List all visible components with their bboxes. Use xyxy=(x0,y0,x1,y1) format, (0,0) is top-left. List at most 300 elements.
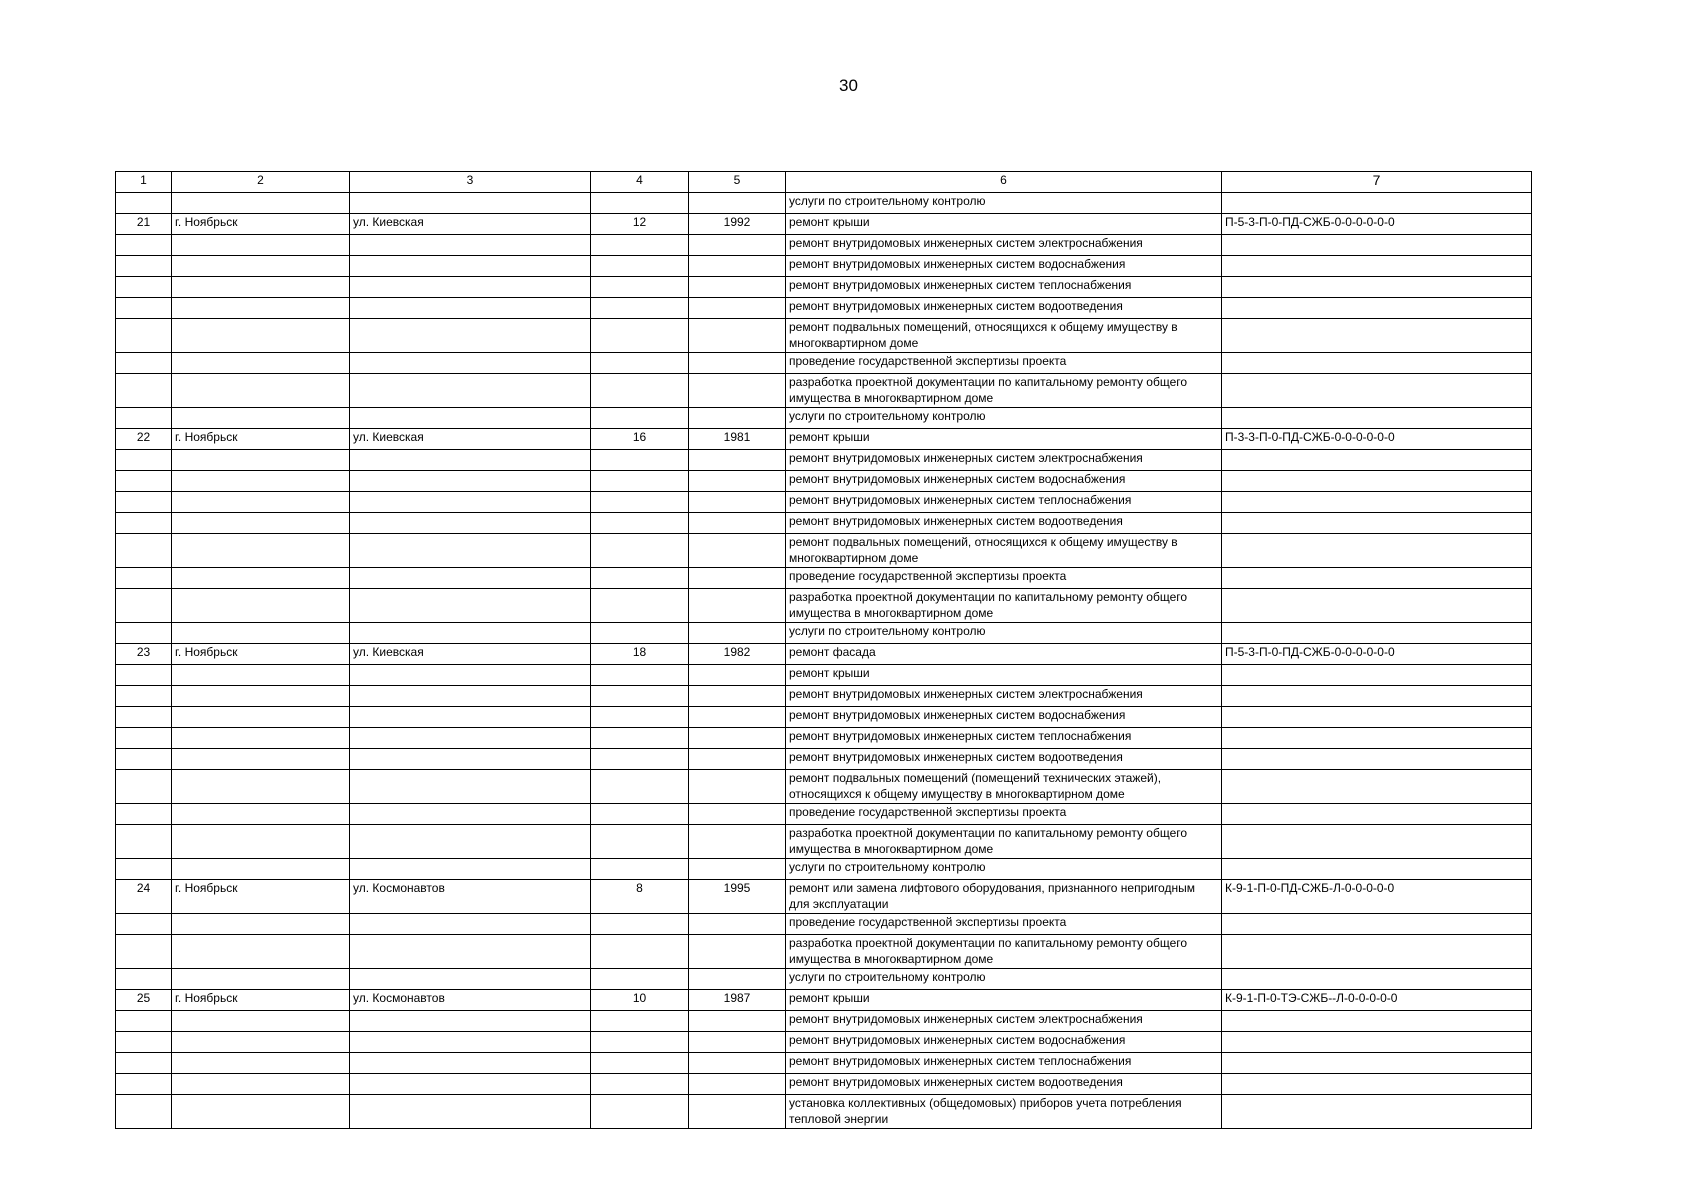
house-number-cell xyxy=(591,471,689,492)
table-row xyxy=(116,589,1532,623)
house-number-cell xyxy=(591,319,689,353)
house-number-cell: 16 xyxy=(591,429,689,450)
row-number-cell xyxy=(116,859,172,880)
house-number-cell xyxy=(591,568,689,589)
house-number-cell xyxy=(591,589,689,623)
table-row xyxy=(116,450,1532,471)
header-cell: 5 xyxy=(689,172,786,193)
city-cell xyxy=(172,353,350,374)
city-cell xyxy=(172,728,350,749)
year-cell xyxy=(689,1011,786,1032)
code-cell xyxy=(1222,568,1532,589)
street-cell xyxy=(350,319,591,353)
year-cell xyxy=(689,319,786,353)
code-cell xyxy=(1222,492,1532,513)
city-cell xyxy=(172,471,350,492)
work-type-cell: услуги по строительному контролю xyxy=(786,193,1222,214)
table-row xyxy=(116,1074,1532,1095)
code-cell xyxy=(1222,749,1532,770)
year-cell xyxy=(689,749,786,770)
code-cell xyxy=(1222,686,1532,707)
capital-repair-table xyxy=(115,171,1532,1129)
year-cell xyxy=(689,568,786,589)
city-cell xyxy=(172,1095,350,1129)
work-type-cell: ремонт крыши xyxy=(786,429,1222,450)
city-cell xyxy=(172,1053,350,1074)
year-cell xyxy=(689,374,786,408)
city-cell xyxy=(172,277,350,298)
city-cell xyxy=(172,707,350,728)
code-cell xyxy=(1222,298,1532,319)
row-number-cell xyxy=(116,408,172,429)
city-cell xyxy=(172,450,350,471)
year-cell xyxy=(689,770,786,804)
street-cell xyxy=(350,1095,591,1129)
house-number-cell xyxy=(591,374,689,408)
table-row xyxy=(116,665,1532,686)
code-cell xyxy=(1222,235,1532,256)
year-cell xyxy=(689,408,786,429)
table-row xyxy=(116,319,1532,353)
header-cell: 1 xyxy=(116,172,172,193)
year-cell xyxy=(689,825,786,859)
city-cell xyxy=(172,374,350,408)
year-cell xyxy=(689,859,786,880)
city-cell xyxy=(172,408,350,429)
house-number-cell xyxy=(591,235,689,256)
header-cell: 7 xyxy=(1222,172,1532,193)
year-cell xyxy=(689,353,786,374)
row-number-cell xyxy=(116,935,172,969)
row-number-cell xyxy=(116,1053,172,1074)
work-type-cell: ремонт подвальных помещений (помещений технических этажей), относящихся к общему имуществу в многоквартирном доме xyxy=(786,770,1222,804)
house-number-cell xyxy=(591,914,689,935)
code-cell: К-9-1-П-0-ПД-СЖБ-Л-0-0-0-0-0 xyxy=(1222,880,1532,914)
street-cell: ул. Киевская xyxy=(350,214,591,235)
city-cell: г. Ноябрьск xyxy=(172,880,350,914)
code-cell xyxy=(1222,471,1532,492)
city-cell xyxy=(172,914,350,935)
row-number-cell xyxy=(116,686,172,707)
header-cell: 2 xyxy=(172,172,350,193)
work-type-cell: ремонт внутридомовых инженерных систем водоснабжения xyxy=(786,256,1222,277)
row-number-cell xyxy=(116,623,172,644)
table-row xyxy=(116,969,1532,990)
work-type-cell: ремонт внутридомовых инженерных систем теплоснабжения xyxy=(786,728,1222,749)
work-type-cell: ремонт внутридомовых инженерных систем водоотведения xyxy=(786,1074,1222,1095)
street-cell xyxy=(350,623,591,644)
street-cell xyxy=(350,665,591,686)
table-row xyxy=(116,513,1532,534)
year-cell xyxy=(689,1032,786,1053)
code-cell xyxy=(1222,914,1532,935)
work-type-cell: проведение государственной экспертизы проекта xyxy=(786,914,1222,935)
year-cell xyxy=(689,623,786,644)
street-cell xyxy=(350,298,591,319)
street-cell xyxy=(350,589,591,623)
work-type-cell: услуги по строительному контролю xyxy=(786,408,1222,429)
city-cell xyxy=(172,969,350,990)
table-row xyxy=(116,277,1532,298)
street-cell xyxy=(350,277,591,298)
work-type-cell: ремонт подвальных помещений, относящихся к общему имуществу в многоквартирном доме xyxy=(786,534,1222,568)
code-cell xyxy=(1222,513,1532,534)
code-cell xyxy=(1222,859,1532,880)
house-number-cell xyxy=(591,534,689,568)
street-cell xyxy=(350,1032,591,1053)
code-cell xyxy=(1222,256,1532,277)
street-cell xyxy=(350,408,591,429)
work-type-cell: разработка проектной документации по капитальному ремонту общего имущества в многоквартирном доме xyxy=(786,825,1222,859)
street-cell xyxy=(350,193,591,214)
row-number-cell xyxy=(116,1011,172,1032)
house-number-cell xyxy=(591,193,689,214)
year-cell xyxy=(689,277,786,298)
city-cell xyxy=(172,665,350,686)
row-number-cell xyxy=(116,277,172,298)
city-cell xyxy=(172,749,350,770)
year-cell xyxy=(689,914,786,935)
code-cell xyxy=(1222,450,1532,471)
row-number-cell xyxy=(116,825,172,859)
year-cell xyxy=(689,256,786,277)
row-number-cell: 24 xyxy=(116,880,172,914)
year-cell xyxy=(689,1053,786,1074)
row-number-cell: 21 xyxy=(116,214,172,235)
city-cell: г. Ноябрьск xyxy=(172,990,350,1011)
header-cell: 3 xyxy=(350,172,591,193)
row-number-cell xyxy=(116,707,172,728)
house-number-cell: 8 xyxy=(591,880,689,914)
row-number-cell xyxy=(116,353,172,374)
year-cell: 1987 xyxy=(689,990,786,1011)
street-cell xyxy=(350,749,591,770)
year-cell xyxy=(689,450,786,471)
work-type-cell: ремонт внутридомовых инженерных систем водоснабжения xyxy=(786,471,1222,492)
row-number-cell xyxy=(116,471,172,492)
street-cell xyxy=(350,513,591,534)
table-row xyxy=(116,568,1532,589)
code-cell xyxy=(1222,1095,1532,1129)
city-cell xyxy=(172,319,350,353)
house-number-cell: 18 xyxy=(591,644,689,665)
row-number-cell xyxy=(116,1032,172,1053)
row-number-cell xyxy=(116,770,172,804)
street-cell xyxy=(350,471,591,492)
code-cell xyxy=(1222,1074,1532,1095)
code-cell xyxy=(1222,1032,1532,1053)
work-type-cell: ремонт внутридомовых инженерных систем электроснабжения xyxy=(786,235,1222,256)
year-cell: 1982 xyxy=(689,644,786,665)
city-cell xyxy=(172,589,350,623)
table-row xyxy=(116,804,1532,825)
street-cell: ул. Космонавтов xyxy=(350,880,591,914)
table-row xyxy=(116,492,1532,513)
house-number-cell xyxy=(591,256,689,277)
city-cell xyxy=(172,1074,350,1095)
code-cell: К-9-1-П-0-ТЭ-СЖБ--Л-0-0-0-0-0 xyxy=(1222,990,1532,1011)
table-row xyxy=(116,770,1532,804)
year-cell xyxy=(689,804,786,825)
table-row xyxy=(116,1011,1532,1032)
city-cell xyxy=(172,859,350,880)
house-number-cell xyxy=(591,969,689,990)
year-cell xyxy=(689,589,786,623)
table-row xyxy=(116,235,1532,256)
work-type-cell: ремонт внутридомовых инженерных систем электроснабжения xyxy=(786,686,1222,707)
header-cell: 6 xyxy=(786,172,1222,193)
table-row xyxy=(116,374,1532,408)
table-row xyxy=(116,990,1532,1011)
year-cell: 1981 xyxy=(689,429,786,450)
house-number-cell xyxy=(591,450,689,471)
year-cell xyxy=(689,665,786,686)
table-row xyxy=(116,408,1532,429)
house-number-cell xyxy=(591,623,689,644)
city-cell xyxy=(172,298,350,319)
code-cell xyxy=(1222,319,1532,353)
row-number-cell xyxy=(116,665,172,686)
code-cell xyxy=(1222,825,1532,859)
work-type-cell: ремонт крыши xyxy=(786,214,1222,235)
row-number-cell xyxy=(116,589,172,623)
year-cell xyxy=(689,935,786,969)
code-cell xyxy=(1222,665,1532,686)
street-cell xyxy=(350,969,591,990)
year-cell: 1992 xyxy=(689,214,786,235)
street-cell xyxy=(350,686,591,707)
street-cell xyxy=(350,1011,591,1032)
row-number-cell xyxy=(116,728,172,749)
table-row xyxy=(116,429,1532,450)
street-cell xyxy=(350,353,591,374)
street-cell xyxy=(350,374,591,408)
year-cell: 1995 xyxy=(689,880,786,914)
street-cell: ул. Киевская xyxy=(350,429,591,450)
year-cell xyxy=(689,513,786,534)
year-cell xyxy=(689,969,786,990)
row-number-cell xyxy=(116,298,172,319)
work-type-cell: установка коллективных (общедомовых) приборов учета потребления тепловой энергии xyxy=(786,1095,1222,1129)
work-type-cell: проведение государственной экспертизы проекта xyxy=(786,568,1222,589)
row-number-cell xyxy=(116,235,172,256)
house-number-cell xyxy=(591,1074,689,1095)
row-number-cell xyxy=(116,749,172,770)
work-type-cell: ремонт внутридомовых инженерных систем водоотведения xyxy=(786,749,1222,770)
year-cell xyxy=(689,235,786,256)
street-cell xyxy=(350,492,591,513)
year-cell xyxy=(689,707,786,728)
street-cell xyxy=(350,859,591,880)
row-number-cell xyxy=(116,256,172,277)
table-row xyxy=(116,686,1532,707)
street-cell xyxy=(350,568,591,589)
table-row xyxy=(116,1032,1532,1053)
house-number-cell xyxy=(591,804,689,825)
table-row xyxy=(116,728,1532,749)
street-cell xyxy=(350,1053,591,1074)
work-type-cell: ремонт внутридомовых инженерных систем теплоснабжения xyxy=(786,1053,1222,1074)
year-cell xyxy=(689,1074,786,1095)
work-type-cell: ремонт подвальных помещений, относящихся к общему имуществу в многоквартирном доме xyxy=(786,319,1222,353)
row-number-cell xyxy=(116,492,172,513)
code-cell xyxy=(1222,277,1532,298)
year-cell xyxy=(689,492,786,513)
code-cell xyxy=(1222,1053,1532,1074)
row-number-cell xyxy=(116,969,172,990)
work-type-cell: ремонт внутридомовых инженерных систем электроснабжения xyxy=(786,450,1222,471)
work-type-cell: ремонт фасада xyxy=(786,644,1222,665)
work-type-cell: ремонт крыши xyxy=(786,990,1222,1011)
row-number-cell xyxy=(116,450,172,471)
city-cell xyxy=(172,804,350,825)
house-number-cell xyxy=(591,859,689,880)
table-row xyxy=(116,880,1532,914)
street-cell xyxy=(350,235,591,256)
street-cell xyxy=(350,728,591,749)
street-cell xyxy=(350,804,591,825)
code-cell xyxy=(1222,1011,1532,1032)
year-cell xyxy=(689,471,786,492)
house-number-cell xyxy=(591,492,689,513)
code-cell xyxy=(1222,589,1532,623)
row-number-cell xyxy=(116,568,172,589)
row-number-cell: 22 xyxy=(116,429,172,450)
work-type-cell: проведение государственной экспертизы проекта xyxy=(786,804,1222,825)
row-number-cell xyxy=(116,1095,172,1129)
year-cell xyxy=(689,1095,786,1129)
table-row xyxy=(116,353,1532,374)
city-cell xyxy=(172,256,350,277)
work-type-cell: ремонт внутридомовых инженерных систем водоотведения xyxy=(786,513,1222,534)
city-cell xyxy=(172,534,350,568)
street-cell: ул. Киевская xyxy=(350,644,591,665)
city-cell xyxy=(172,623,350,644)
code-cell xyxy=(1222,534,1532,568)
house-number-cell xyxy=(591,1095,689,1129)
row-number-cell xyxy=(116,804,172,825)
code-cell xyxy=(1222,969,1532,990)
street-cell: ул. Космонавтов xyxy=(350,990,591,1011)
code-cell: П-5-3-П-0-ПД-СЖБ-0-0-0-0-0-0 xyxy=(1222,214,1532,235)
city-cell xyxy=(172,686,350,707)
work-type-cell: ремонт внутридомовых инженерных систем электроснабжения xyxy=(786,1011,1222,1032)
page-number: 30 xyxy=(839,76,858,95)
street-cell xyxy=(350,770,591,804)
code-cell xyxy=(1222,728,1532,749)
street-cell xyxy=(350,914,591,935)
table-row xyxy=(116,214,1532,235)
code-cell xyxy=(1222,707,1532,728)
table-row xyxy=(116,825,1532,859)
work-type-cell: услуги по строительному контролю xyxy=(786,623,1222,644)
street-cell xyxy=(350,1074,591,1095)
house-number-cell xyxy=(591,1053,689,1074)
city-cell xyxy=(172,935,350,969)
code-cell xyxy=(1222,804,1532,825)
code-cell xyxy=(1222,935,1532,969)
work-type-cell: ремонт или замена лифтового оборудования, признанного непригодным для эксплуатации xyxy=(786,880,1222,914)
row-number-cell xyxy=(116,534,172,568)
table-row xyxy=(116,534,1532,568)
row-number-cell xyxy=(116,193,172,214)
street-cell xyxy=(350,707,591,728)
house-number-cell xyxy=(591,353,689,374)
work-type-cell: ремонт внутридомовых инженерных систем теплоснабжения xyxy=(786,277,1222,298)
house-number-cell xyxy=(591,1032,689,1053)
table-row xyxy=(116,914,1532,935)
work-type-cell: ремонт внутридомовых инженерных систем водоснабжения xyxy=(786,1032,1222,1053)
city-cell xyxy=(172,492,350,513)
row-number-cell: 23 xyxy=(116,644,172,665)
street-cell xyxy=(350,256,591,277)
work-type-cell: разработка проектной документации по капитальному ремонту общего имущества в многоквартирном доме xyxy=(786,374,1222,408)
work-type-cell: ремонт крыши xyxy=(786,665,1222,686)
house-number-cell xyxy=(591,686,689,707)
code-cell xyxy=(1222,353,1532,374)
table-row xyxy=(116,859,1532,880)
table-row xyxy=(116,1095,1532,1129)
city-cell xyxy=(172,770,350,804)
year-cell xyxy=(689,193,786,214)
house-number-cell xyxy=(591,277,689,298)
row-number-cell xyxy=(116,319,172,353)
street-cell xyxy=(350,534,591,568)
work-type-cell: ремонт внутридомовых инженерных систем водоснабжения xyxy=(786,707,1222,728)
house-number-cell xyxy=(591,1011,689,1032)
work-type-cell: разработка проектной документации по капитальному ремонту общего имущества в многоквартирном доме xyxy=(786,935,1222,969)
header-cell: 4 xyxy=(591,172,689,193)
city-cell xyxy=(172,193,350,214)
city-cell xyxy=(172,825,350,859)
street-cell xyxy=(350,450,591,471)
year-cell xyxy=(689,534,786,568)
table-row xyxy=(116,749,1532,770)
row-number-cell xyxy=(116,914,172,935)
year-cell xyxy=(689,686,786,707)
work-type-cell: ремонт внутридомовых инженерных систем водоотведения xyxy=(786,298,1222,319)
street-cell xyxy=(350,935,591,969)
code-cell xyxy=(1222,770,1532,804)
code-cell: П-3-3-П-0-ПД-СЖБ-0-0-0-0-0-0 xyxy=(1222,429,1532,450)
house-number-cell: 10 xyxy=(591,990,689,1011)
house-number-cell: 12 xyxy=(591,214,689,235)
house-number-cell xyxy=(591,825,689,859)
city-cell xyxy=(172,1032,350,1053)
city-cell: г. Ноябрьск xyxy=(172,214,350,235)
house-number-cell xyxy=(591,770,689,804)
year-cell xyxy=(689,728,786,749)
row-number-cell xyxy=(116,513,172,534)
table-row xyxy=(116,193,1532,214)
code-cell xyxy=(1222,623,1532,644)
house-number-cell xyxy=(591,665,689,686)
work-type-cell: проведение государственной экспертизы проекта xyxy=(786,353,1222,374)
code-cell xyxy=(1222,408,1532,429)
table-row xyxy=(116,644,1532,665)
city-cell xyxy=(172,513,350,534)
city-cell xyxy=(172,1011,350,1032)
table-row xyxy=(116,298,1532,319)
row-number-cell xyxy=(116,1074,172,1095)
city-cell xyxy=(172,235,350,256)
house-number-cell xyxy=(591,707,689,728)
city-cell: г. Ноябрьск xyxy=(172,429,350,450)
house-number-cell xyxy=(591,935,689,969)
work-type-cell: услуги по строительному контролю xyxy=(786,969,1222,990)
street-cell xyxy=(350,825,591,859)
work-type-cell: ремонт внутридомовых инженерных систем теплоснабжения xyxy=(786,492,1222,513)
